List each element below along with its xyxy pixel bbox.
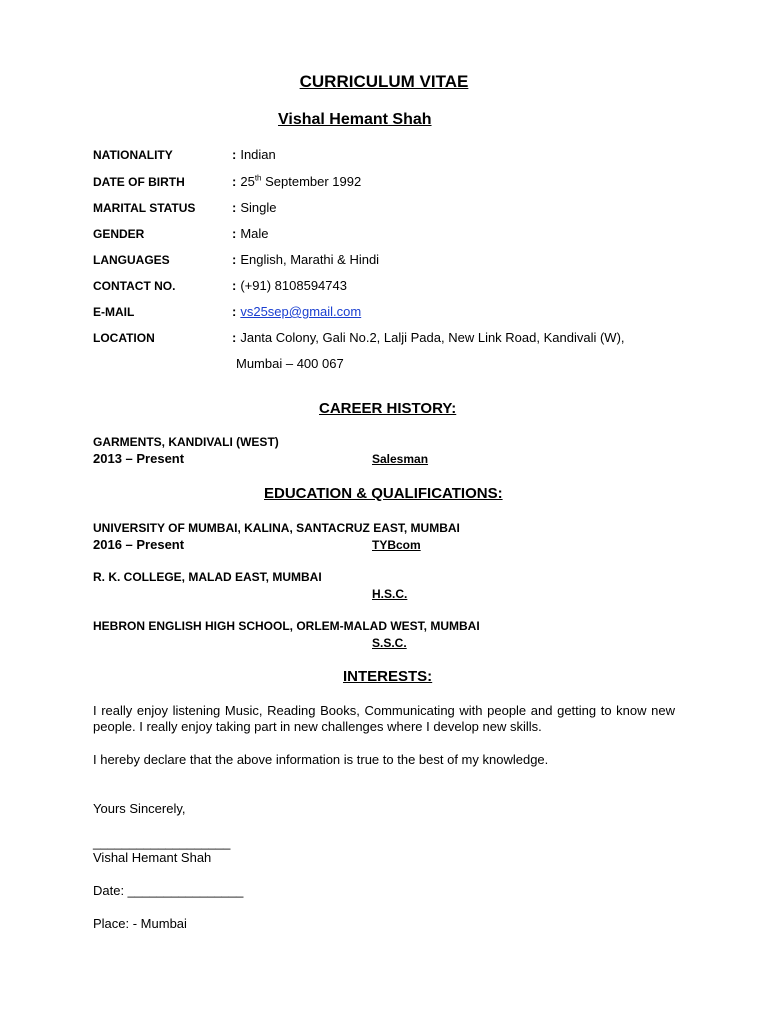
value-marital-status: : Single: [232, 200, 277, 215]
career-dates: 2013 – Present: [93, 451, 185, 466]
signature-line: ___________________: [93, 835, 231, 850]
candidate-name: Vishal Hemant Shah: [278, 111, 432, 128]
education-qualification: S.S.C.: [372, 636, 407, 650]
value-nationality: : Indian: [232, 147, 276, 162]
label-languages: LANGUAGES: [93, 253, 170, 267]
education-org: HEBRON ENGLISH HIGH SCHOOL, ORLEM-MALAD WEST, MUMBAI: [93, 619, 480, 633]
label-gender: GENDER: [93, 227, 145, 241]
label-nationality: NATIONALITY: [93, 148, 173, 162]
label-email: E-MAIL: [93, 305, 135, 319]
signer-name: Vishal Hemant Shah: [93, 850, 212, 865]
education-qualification: TYBcom: [372, 538, 421, 552]
education-qualification: H.S.C.: [372, 587, 408, 601]
education-org: R. K. COLLEGE, MALAD EAST, MUMBAI: [93, 570, 322, 584]
email-link[interactable]: vs25sep@gmail.com: [240, 304, 362, 319]
value-gender: : Male: [232, 226, 269, 241]
career-history-heading: CAREER HISTORY:: [319, 400, 457, 417]
career-role: Salesman: [372, 452, 429, 466]
label-marital-status: MARITAL STATUS: [93, 201, 196, 215]
value-languages: : English, Marathi & Hindi: [232, 252, 380, 267]
declaration-text: I hereby declare that the above information is true to the best of my knowledge.: [93, 752, 549, 767]
education-org: UNIVERSITY OF MUMBAI, KALINA, SANTACRUZ EAST, MUMBAI: [93, 521, 460, 535]
value-email: : vs25sep@gmail.com: [232, 304, 362, 319]
career-org: GARMENTS, KANDIVALI (WEST): [93, 435, 279, 449]
interests-heading: INTERESTS:: [343, 668, 433, 685]
education-dates: 2016 – Present: [93, 537, 185, 552]
date-field: Date: ________________: [93, 883, 244, 898]
document-title: CURRICULUM VITAE: [299, 72, 469, 91]
label-location: LOCATION: [93, 331, 155, 345]
education-heading: EDUCATION & QUALIFICATIONS:: [264, 485, 503, 502]
value-contact-no: : (+91) 8108594743: [232, 278, 347, 293]
label-contact-no: CONTACT NO.: [93, 279, 176, 293]
place-field: Place: - Mumbai: [93, 916, 187, 931]
interests-text: I really enjoy listening Music, Reading Books, Communicating with people and getting to know new people. I really enjoy taking part in new challenges where I develop new skills.: [93, 703, 675, 734]
value-location: : Janta Colony, Gali No.2, Lalji Pada, New Link Road, Kandivali (W),: [232, 330, 625, 345]
value-location-line2: Mumbai – 400 067: [236, 356, 344, 371]
label-date-of-birth: DATE OF BIRTH: [93, 175, 185, 189]
value-date-of-birth: : 25th September 1992: [232, 173, 362, 189]
closing-sincerely: Yours Sincerely,: [93, 801, 186, 816]
